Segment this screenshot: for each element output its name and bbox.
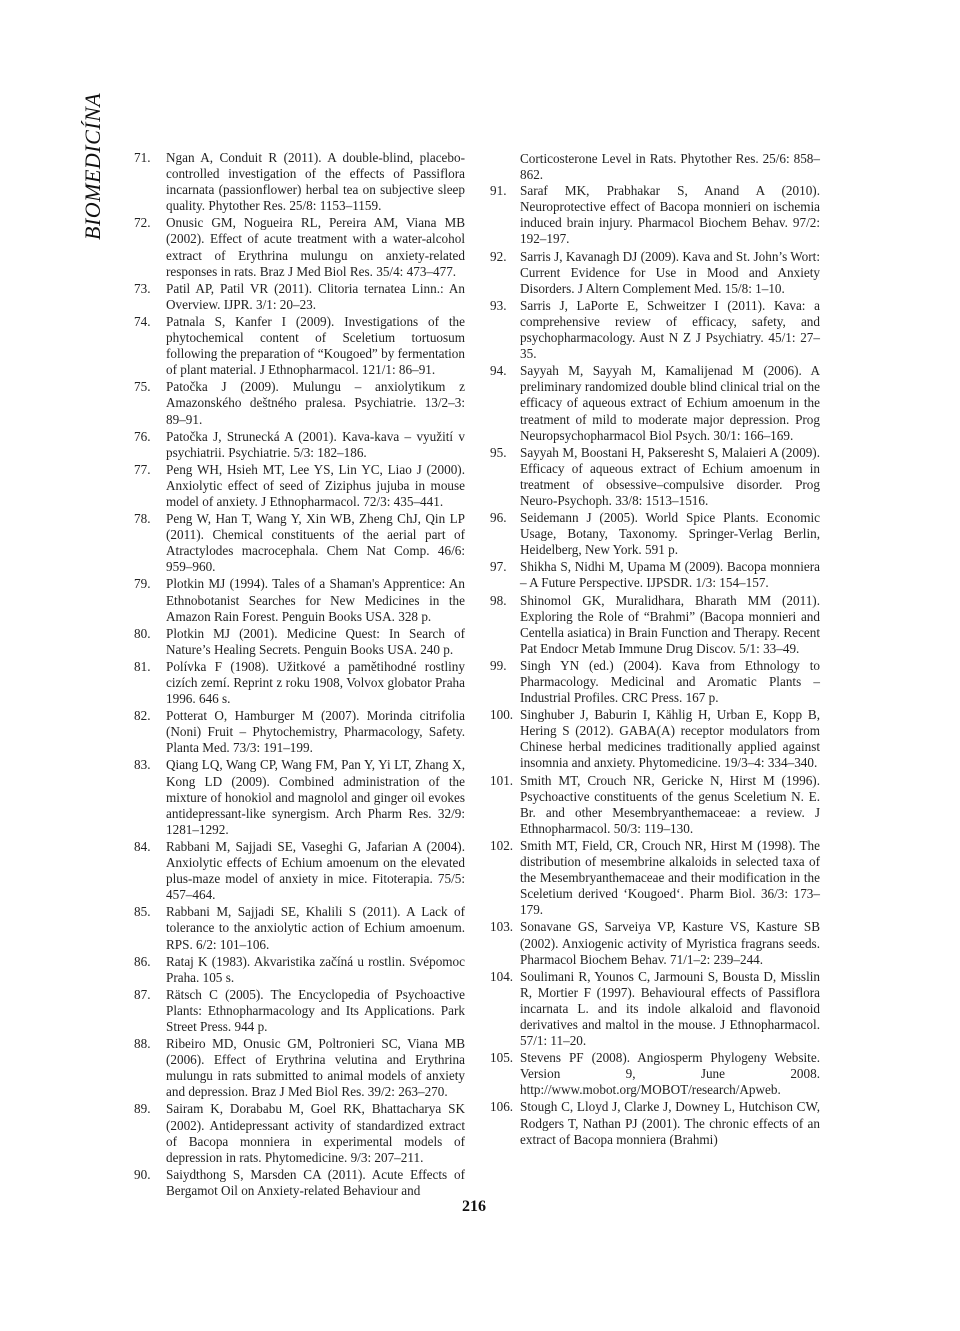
reference-number: 79. [134, 576, 151, 592]
reference-number: 84. [134, 838, 151, 854]
reference-item [134, 1101, 465, 1165]
reference-number: 74. [134, 313, 151, 329]
reference-number: 73. [134, 280, 151, 296]
reference-text: Rataj K (1983). Akvaristika začíná u rostlin. Svépomoc Praha. 105 s. [166, 953, 465, 985]
reference-item [490, 969, 820, 1049]
reference-item [134, 511, 465, 575]
journal-section-label: BIOMEDICÍNA [80, 92, 105, 240]
reference-number: 95. [490, 444, 507, 460]
reference-text: Patočka J (2009). Mulungu – anxiolytikum z Amazonského deštného pralesa. Psychiatrie. 13/2–3: 89–91. [166, 379, 465, 427]
reference-number: 103. [490, 919, 514, 935]
reference-number: 105. [490, 1050, 514, 1066]
reference-text: Soulimani R, Younos C, Jarmouni S, Bousta D, Misslin R, Mortier F (1997). Behavioural effects of Passiflora incarnata L. and its indole alkaloid and flavonoid derivatives and maltol in the mouse. J Ethnopharmacol. 57/1: 11–20. [520, 968, 820, 1049]
reference-item [134, 708, 465, 756]
reference-item [490, 919, 820, 967]
reference-item [490, 1050, 820, 1098]
reference-number: 94. [490, 363, 507, 379]
reference-text: Sonavane GS, Sarveiya VP, Kasture VS, Kasture SB (2002). Anxiogenic activity of Myristica fragrans seeds. Pharmacol Biochem Behav. 71/1–2: 239–244. [520, 919, 820, 967]
reference-number: 98. [490, 592, 507, 608]
reference-text: Sayyah M, Boostani H, Pakseresht S, Malaieri A (2009). Efficacy of aqueous extract of Echium amoenum in treatment of obsessive–compulsive disorder. Prog Neuro-Psychoph. 33/8: 1513–1516. [520, 444, 820, 508]
reference-number: 91. [490, 183, 507, 199]
reference-number: 81. [134, 658, 151, 674]
reference-item [134, 215, 465, 279]
reference-text: Patočka J, Strunecká A (2001). Kava-kava – využití v psychiatrii. Psychiatrie. 5/3: 182–186. [166, 428, 465, 460]
reference-text: Plotkin MJ (1994). Tales of a Shaman's Apprentice: An Ethnobotanist Searches for New Medicines in the Amazon Rain Forest. Penguin Books USA. 328 p. [166, 576, 465, 624]
reference-number: 87. [134, 986, 151, 1002]
reference-item [490, 510, 820, 558]
reference-number: 99. [490, 657, 507, 673]
reference-text: Plotkin MJ (2001). Medicine Quest: In Search of Nature’s Healing Secrets. Penguin Books USA. 240 p. [166, 625, 465, 657]
reference-item [490, 1099, 820, 1147]
reference-text: Saraf MK, Prabhakar S, Anand A (2010). Neuroprotective effect of Bacopa monnieri on ischemia induced brain injury. Pharmacol Biochem Behav. 97/2: 192–197. [520, 183, 820, 247]
reference-number: 88. [134, 1036, 151, 1052]
reference-number: 93. [490, 297, 507, 313]
reference-item [134, 1036, 465, 1100]
reference-text: Singhuber J, Baburin I, Kählig H, Urban E, Kopp B, Hering S (2012). GABA(A) receptor modulators from Chinese herbal medicines traditionally applied against insomnia and anxiety. Phytomedicine. 19/3–4: 334–340. [520, 707, 820, 771]
reference-number: 80. [134, 625, 151, 641]
reference-number: 90. [134, 1166, 151, 1182]
reference-item [134, 659, 465, 707]
reference-text: Stough C, Lloyd J, Clarke J, Downey L, Hutchison CW, Rodgers T, Nathan PJ (2001). The chronic effects of an extract of Bacopa monniera (Brahmi) [520, 1099, 820, 1147]
reference-number: 86. [134, 953, 151, 969]
reference-item [490, 559, 820, 591]
reference-number: 97. [490, 559, 507, 575]
reference-item [490, 773, 820, 837]
reference-item [490, 183, 820, 247]
reference-text: Qiang LQ, Wang CP, Wang FM, Pan Y, Yi LT, Zhang X, Kong LD (2009). Combined administration of the mixture of honokiol and magnolol and ginger oil evokes antidepressant-like synergism. Arch Pharm Res. 32/9: 1281–1292. [166, 757, 465, 837]
reference-item [134, 429, 465, 461]
reference-text: Saiydthong S, Marsden CA (2011). Acute Effects of Bergamot Oil on Anxiety-related Behaviour and [166, 1166, 465, 1198]
page-number: 216 [462, 1198, 486, 1215]
reference-number: 83. [134, 757, 151, 773]
reference-item [490, 445, 820, 509]
references-column-right [490, 151, 820, 1149]
reference-item [134, 954, 465, 986]
reference-item [134, 987, 465, 1035]
reference-text: Rabbani M, Sajjadi SE, Khalili S (2011). A Lack of tolerance to the anxiolytic action of Echium amoenum. RPS. 6/2: 101–106. [166, 904, 465, 952]
reference-item [134, 626, 465, 658]
reference-item [490, 298, 820, 362]
reference-text: Smith MT, Field, CR, Crouch NR, Hirst M (1998). The distribution of mesembrine alkaloids in selected taxa of the Mesembryanthemaceae and their modification in the Sceletium derived ‘Kougoed‘. Pharm Biol. 36/3: 173–179. [520, 837, 820, 918]
reference-text: Patnala S, Kanfer I (2009). Investigations of the phytochemical content of Sceletium tortuosum following the preparation of “Kougoed” by fermentation of plant material. J Ethnopharmacol. 121/1: 86–91. [166, 313, 465, 378]
reference-number: 71. [134, 150, 151, 165]
reference-item [134, 150, 465, 214]
reference-text: Shinomol GK, Muralidhara, Bharath MM (2011). Exploring the Role of “Brahmi” (Bacopa monnieri and Centella asiatica) in Brain Function and Therapy. Recent Pat Endocr Metab Immune Drug Discov. 5/1: 33–49. [520, 592, 820, 656]
reference-text: Sairam K, Dorababu M, Goel RK, Bhattacharya SK (2002). Antidepressant activity of standardized extract of Bacopa monniera in experimental models of depression in rats. Phytomedicine. 9/3: 207–211. [166, 1101, 465, 1165]
reference-text: Rabbani M, Sajjadi SE, Vaseghi G, Jafarian A (2004). Anxiolytic effects of Echium amoenum on the elevated plus-maze model of anxiety in mice. Fitoterapia. 75/5: 457–464. [166, 838, 465, 903]
reference-item [490, 658, 820, 706]
reference-text: Sarris J, LaPorte E, Schweitzer I (2011). Kava: a comprehensive review of efficacy, safety, and psychopharmacology. Aust N Z J Psychiatry. 45/1: 27–35. [520, 297, 820, 362]
reference-text: Peng WH, Hsieh MT, Lee YS, Lin YC, Liao J (2000). Anxiolytic effect of seed of Ziziphus jujuba in mouse model of anxiety. J Ethnopharmacol. 72/3: 435–441. [166, 461, 465, 509]
reference-item [490, 363, 820, 443]
reference-text: Sarris J, Kavanagh DJ (2009). Kava and St. John’s Wort: Current Evidence for Use in Mood and Anxiety Disorders. J Altern Complement Med. 15/8: 1–10. [520, 248, 820, 296]
reference-item [490, 249, 820, 297]
reference-item [134, 757, 465, 837]
reference-item [134, 1167, 465, 1199]
reference-text: Smith MT, Crouch NR, Gericke N, Hirst M (1996). Psychoactive constituents of the genus Sceletium N. E. Br. and other Mesembryanthemaceae: a review. J Ethnopharmacol. 50/3: 119–130. [520, 772, 820, 836]
reference-text: Singh YN (ed.) (2004). Kava from Ethnology to Pharmacology. Medicinal and Aromatic Plants – Industrial Profiles. CRC Press. 167 p. [520, 657, 820, 706]
reference-item [490, 838, 820, 918]
reference-text: Polívka F (1908). Užitkové a pamětihodné rostliny cizích zemí. Reprint z roku 1908, Volvox globator Praha 1996. 646 s. [166, 658, 465, 707]
reference-number: 89. [134, 1101, 151, 1117]
reference-number: 104. [490, 968, 514, 984]
reference-number: 106. [490, 1099, 514, 1115]
reference-text: Ribeiro MD, Onusic GM, Poltronieri SC, Viana MB (2006). Effect of Erythrina velutina and Erythrina mulungu in rats submitted to animal models of anxiety and depression. Braz J Med Biol Res. 39/2: 263–270. [166, 1036, 465, 1100]
reference-item [490, 593, 820, 657]
reference-number: 100. [490, 707, 514, 723]
reference-number: 92. [490, 248, 507, 264]
reference-text: Rätsch C (2005). The Encyclopedia of Psychoactive Plants: Ethnopharmacology and Its Applications. Park Street Press. 944 p. [166, 986, 465, 1034]
reference-text: Ngan A, Conduit R (2011). A double-blind, placebo-controlled investigation of the effects of Passiflora incarnata (passionflower) herbal tea on subjective sleep quality. Phytother Res. 25/8: 1153–1159. [166, 150, 465, 214]
reference-item [134, 839, 465, 903]
reference-item [134, 379, 465, 427]
reference-continuation: Corticosterone Level in Rats. Phytother Res. 25/6: 858–862. [520, 151, 820, 183]
reference-text: Potterat O, Hamburger M (2007). Morinda citrifolia (Noni) Fruit – Phytochemistry, Pharmacology, Safety. Planta Med. 73/3: 191–199. [166, 708, 465, 756]
reference-number: 85. [134, 904, 151, 920]
reference-item [134, 576, 465, 624]
reference-number: 96. [490, 510, 507, 526]
reference-text: Seidemann J (2005). World Spice Plants. Economic Usage, Botany, Taxonomy. Springer-Verlag Berlin, Heidelberg, New York. 591 p. [520, 510, 820, 558]
reference-text: Shikha S, Nidhi M, Upama M (2009). Bacopa monniera – A Future Perspective. IJPSDR. 1/3: 154–157. [520, 559, 820, 591]
reference-text: Onusic GM, Nogueira RL, Pereira AM, Viana MB (2002). Effect of acute treatment with a water-alcohol extract of Erythrina mulungu on anxiety-related responses in rats. Braz J Med Biol Res. 35/4: 473–477. [166, 215, 465, 279]
references-column-left [134, 150, 465, 1200]
reference-number: 75. [134, 379, 151, 395]
reference-number: 72. [134, 215, 151, 231]
reference-number: 76. [134, 428, 151, 444]
reference-item [134, 462, 465, 510]
reference-text: Patil AP, Patil VR (2011). Clitoria ternatea Linn.: An Overview. IJPR. 3/1: 20–23. [166, 280, 465, 312]
reference-number: 102. [490, 837, 514, 853]
reference-item [490, 707, 820, 771]
reference-item [134, 904, 465, 952]
reference-number: 78. [134, 511, 151, 527]
reference-text: Stevens PF (2008). Angiosperm Phylogeny Website. Version 9, June 2008. http://www.mobot.org/MOBOT/research/Apweb. [520, 1050, 820, 1098]
reference-number: 77. [134, 461, 151, 477]
reference-item [134, 314, 465, 378]
reference-number: 101. [490, 772, 514, 788]
reference-item [134, 281, 465, 313]
reference-text: Sayyah M, Sayyah M, Kamalijenad M (2006). A preliminary randomized double blind clinical trial on the efficacy of aqueous extract of Echium amoenum in the treatment of mild to moderate major depression. Prog Neuropsychopharmacol Biol Psych. 30/1: 166–169. [520, 363, 820, 443]
reference-number: 82. [134, 708, 151, 724]
reference-text: Peng W, Han T, Wang Y, Xin WB, Zheng ChJ, Qin LP (2011). Chemical constituents of the aerial part of Atractylodes macrocephala. Chem Nat Comp. 46/6: 959–960. [166, 511, 465, 575]
